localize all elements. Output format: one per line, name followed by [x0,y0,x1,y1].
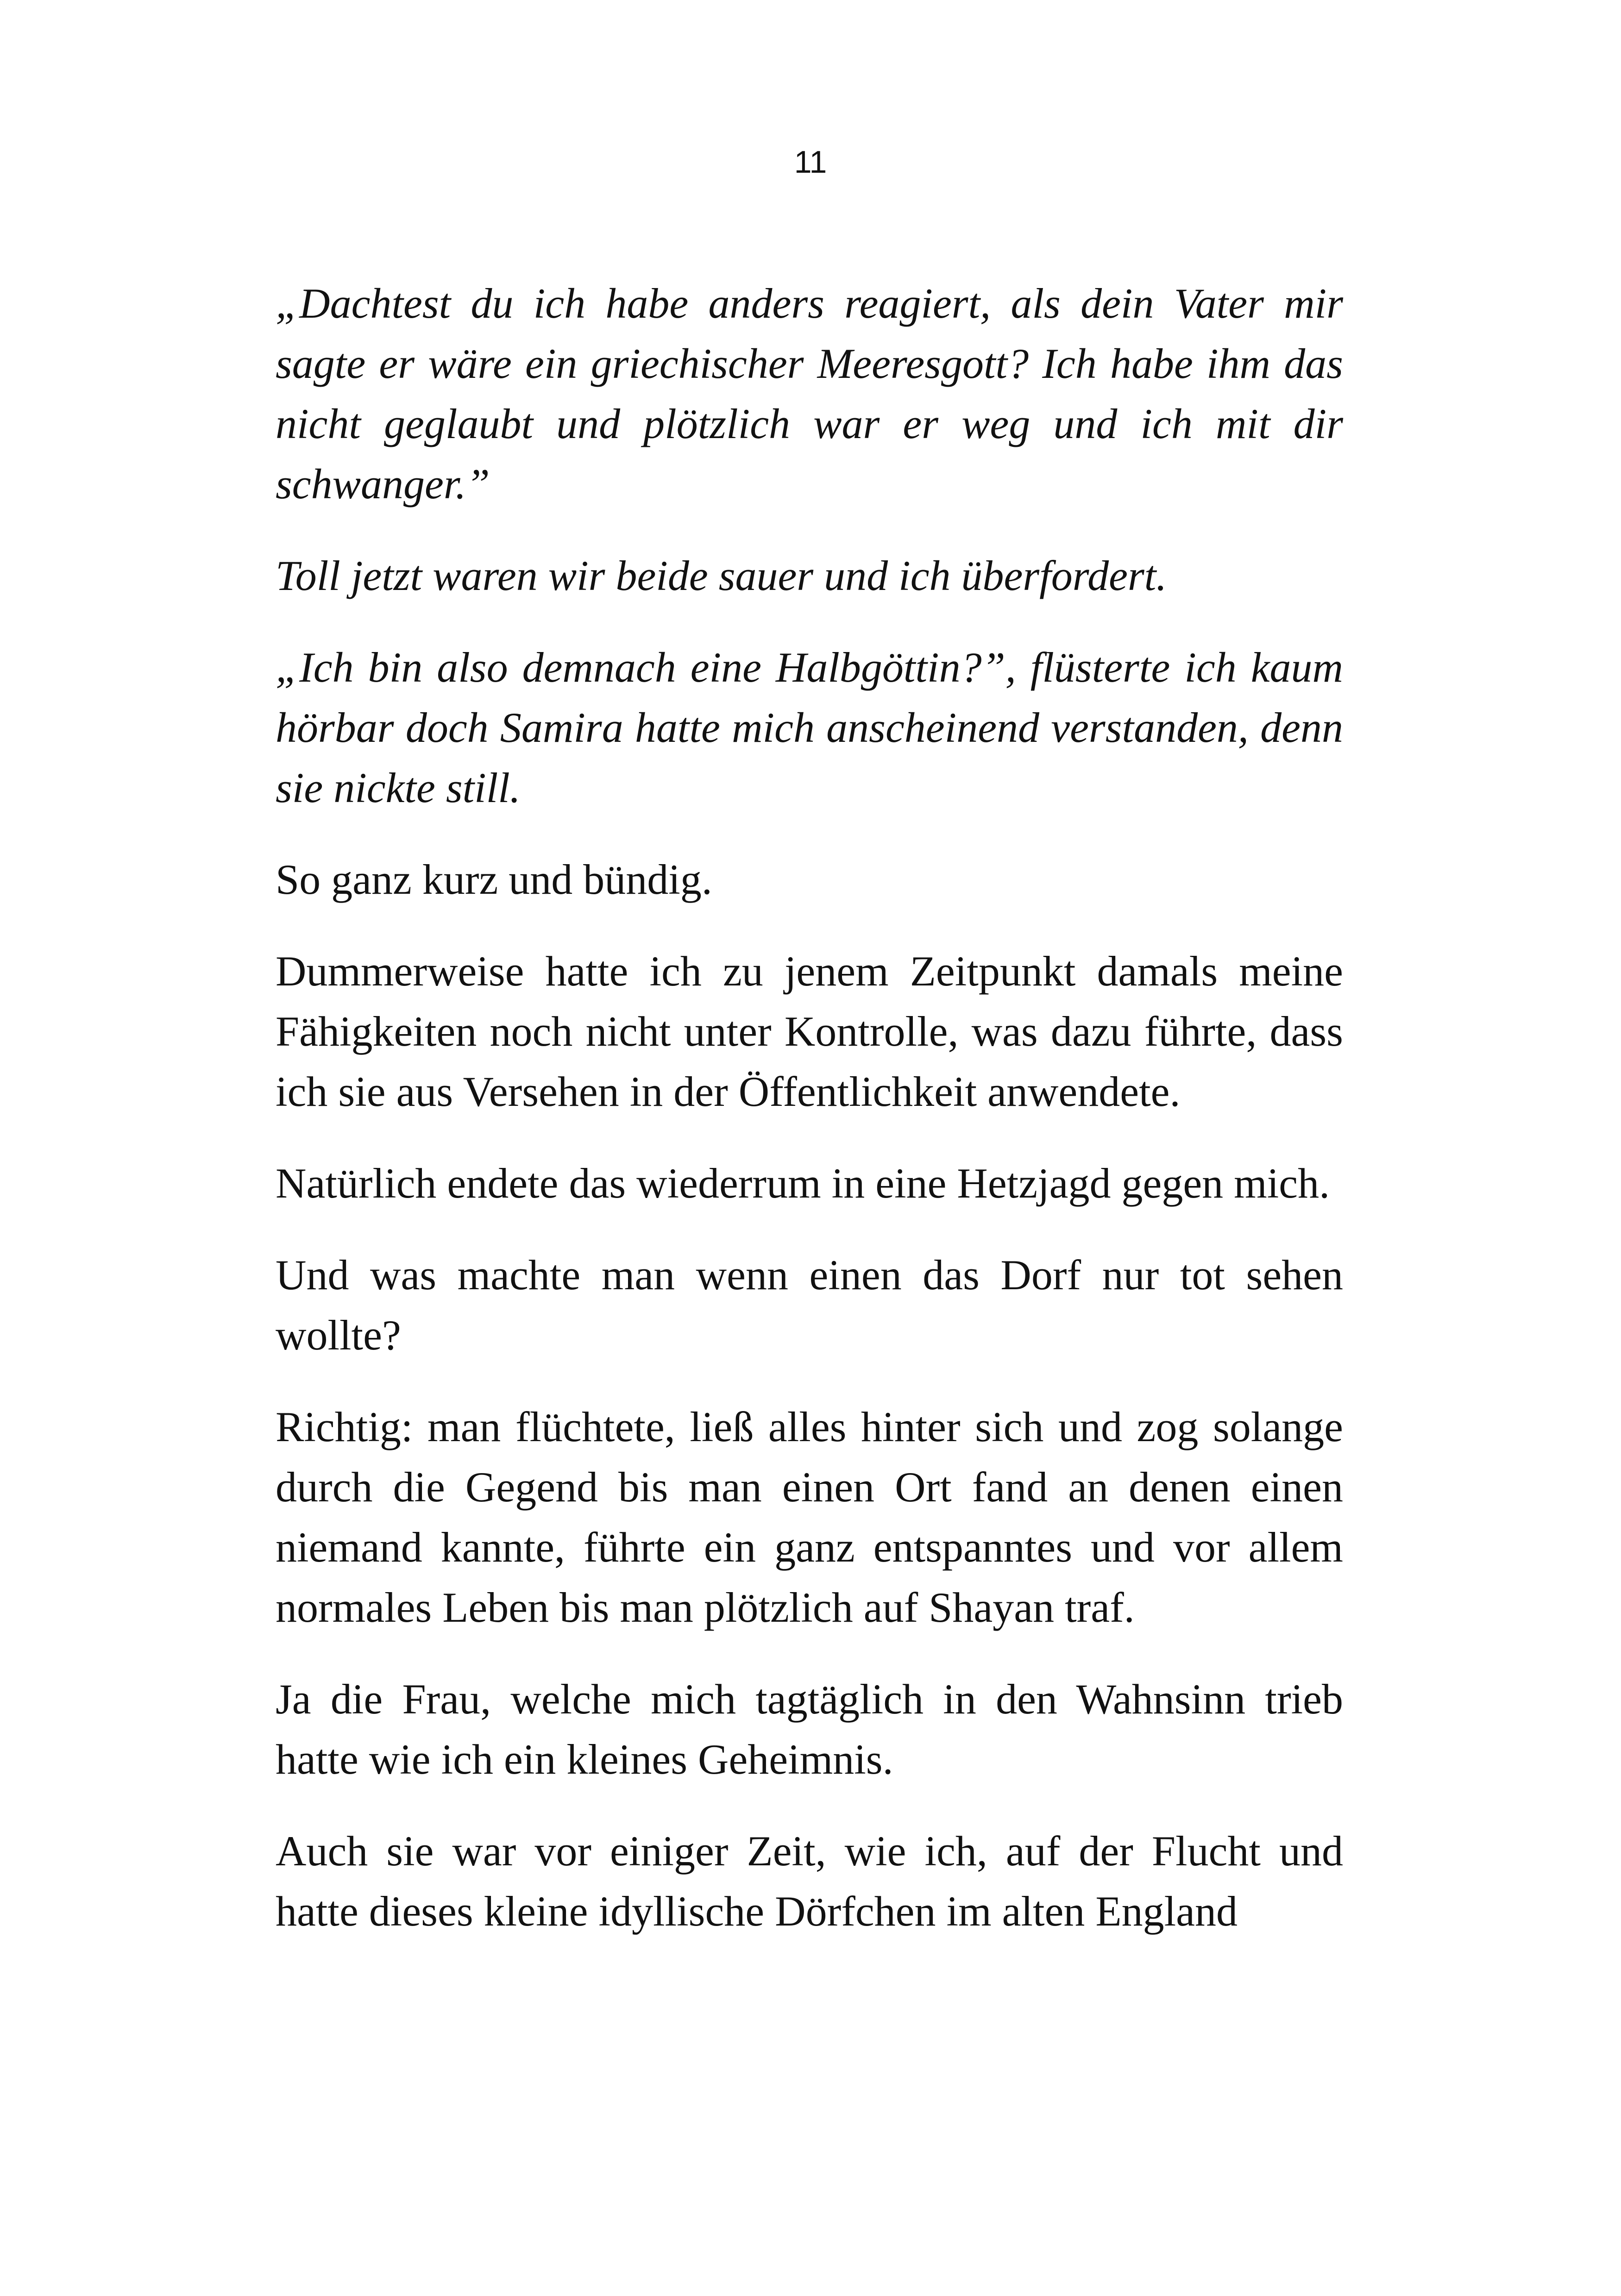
text-body [276,273,1343,1973]
paragraph-5: Dummerweise hatte ich zu jenem Zeitpunkt damals meine Fähigkeiten noch nicht unter Kontrolle, was dazu führte, dass ich sie aus Versehen in der Öffentlichkeit anwendete. [276,947,1343,1115]
paragraph-8: Richtig: man flüchtete, ließ alles hinter sich und zog solange durch die Gegend bis man einen Ort fand an denen einen niemand kannte, führte ein ganz entspanntes und vor allem normales Leben bis man plötzlich auf Shayan traf. [276,1403,1343,1631]
paragraph-1: „Dachtest du ich habe anders reagiert, als dein Vater mir sagte er wäre ein griechischer Meeresgott? Ich habe ihm das nicht geglaubt und plötzlich war er weg und ich mit dir schwanger.” [276,280,1343,508]
paragraph-2: Toll jetzt waren wir beide sauer und ich überfordert. [276,552,1167,599]
paragraph-10: Auch sie war vor einiger Zeit, wie ich, auf der Flucht und hatte dieses kleine idyllische Dörfchen im alten England [276,1827,1343,1935]
paragraph-6: Natürlich endete das wiederrum in eine Hetzjagd gegen mich. [276,1160,1330,1207]
paragraph-4: So ganz kurz und bündig. [276,856,712,903]
paragraph-3: „Ich bin also demnach eine Halbgöttin?”, flüsterte ich kaum hörbar doch Samira hatte mich anscheinend verstanden, denn sie nickte still. [276,644,1343,811]
paragraph-7: Und was machte man wenn einen das Dorf nur tot sehen wollte? [276,1251,1343,1359]
page-number: 11 [794,144,827,180]
paragraph-9: Ja die Frau, welche mich tagtäglich in den Wahnsinn trieb hatte wie ich ein kleines Geheimnis. [276,1675,1343,1783]
